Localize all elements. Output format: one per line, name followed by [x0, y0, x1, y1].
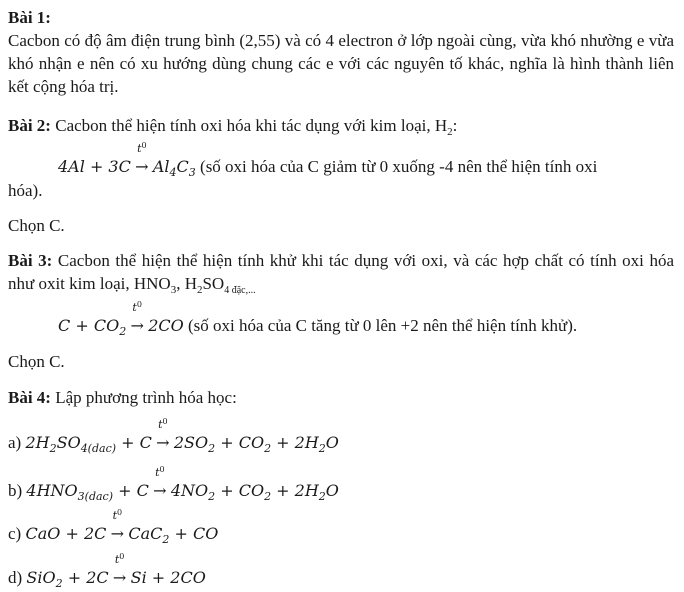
bai4-paragraph: Bài 4: Lập phương trình hóa học: [8, 388, 237, 407]
bai2-paragraph: Bài 2: Cacbon thể hiện tính oxi hóa khi tác dụng với kim loại, $H_2$: [8, 116, 458, 138]
bai3-answer: Chọn C. [8, 352, 65, 371]
bai3-equation: $C + CO_2$ $t^0$ → 2CO [58, 300, 184, 338]
bai3-title: Bài 3: [8, 251, 53, 270]
bai2-title: Bài 2: [8, 116, 51, 135]
reaction-arrow: $t^0$ → [130, 300, 144, 335]
bai2-equation-line [58, 141, 674, 179]
bai2-text: Cacbon thể hiện tính oxi hóa khi tác dụng với kim loại, H [55, 116, 448, 135]
bai3-equation-line [58, 300, 674, 338]
bai4-equation-c: c) CaO + 2C $t^0$ → CaC$_2$ + CO [8, 508, 219, 546]
reaction-arrow: $t^0$ → [156, 417, 170, 452]
bai2-answer: Chọn C. [8, 216, 65, 235]
bai4-equation-b: b) $4HNO_{3(dac)} + C$ $t^0$ → $4NO_2 + CO_2 + 2H_2O$ [8, 465, 339, 503]
bai3-equation-note: (số oxi hóa của C tăng từ 0 lên +2 nên thể hiện tính khử). [187, 316, 578, 335]
bai4-equation-a: a) $2H_2SO_{4(dac)} + C$ $t^0$ → $2SO_2 + CO_2 + 2H_2O$ [8, 417, 339, 455]
reaction-arrow: $t^0$ → [153, 465, 167, 500]
reaction-arrow: $t^0$ → [135, 141, 149, 176]
bai2-equation-note-cont: hóa). [8, 181, 43, 200]
bai1-text: Cacbon có độ âm điện trung bình (2,55) và có 4 electron ở lớp ngoài cùng, vừa khó nhường e vừa khó nhận e nên có xu hướng dùng chung các e với các nguyên tố khác, nghĩa là hình thành liên kết cộng hóa trị. [8, 31, 674, 96]
bai4-title: Bài 4: [8, 388, 51, 407]
bai4-equation-d: d) SiO$_2$ + 2C $t^0$ → Si + 2CO [8, 552, 206, 590]
bai3-paragraph: Bài 3: Cacbon thể hiện thể hiện tính khử khi tác dụng với oxi, và các hợp chất có tính oxi hóa như oxit kim loại, $HNO_3$, $H_2SO_{4 đặc,...}$ [8, 251, 674, 296]
bai1-title: Bài 1: [8, 8, 51, 27]
reaction-arrow: $t^0$ → [110, 508, 125, 543]
reaction-arrow: $t^0$ → [112, 552, 127, 587]
bai2-equation: 4Al + 3C $t^0$ → $Al_4C_3$ [58, 141, 196, 179]
bai2-equation-note: (số oxi hóa của C giảm từ 0 xuống -4 nên thể hiện tính oxi [200, 157, 598, 176]
